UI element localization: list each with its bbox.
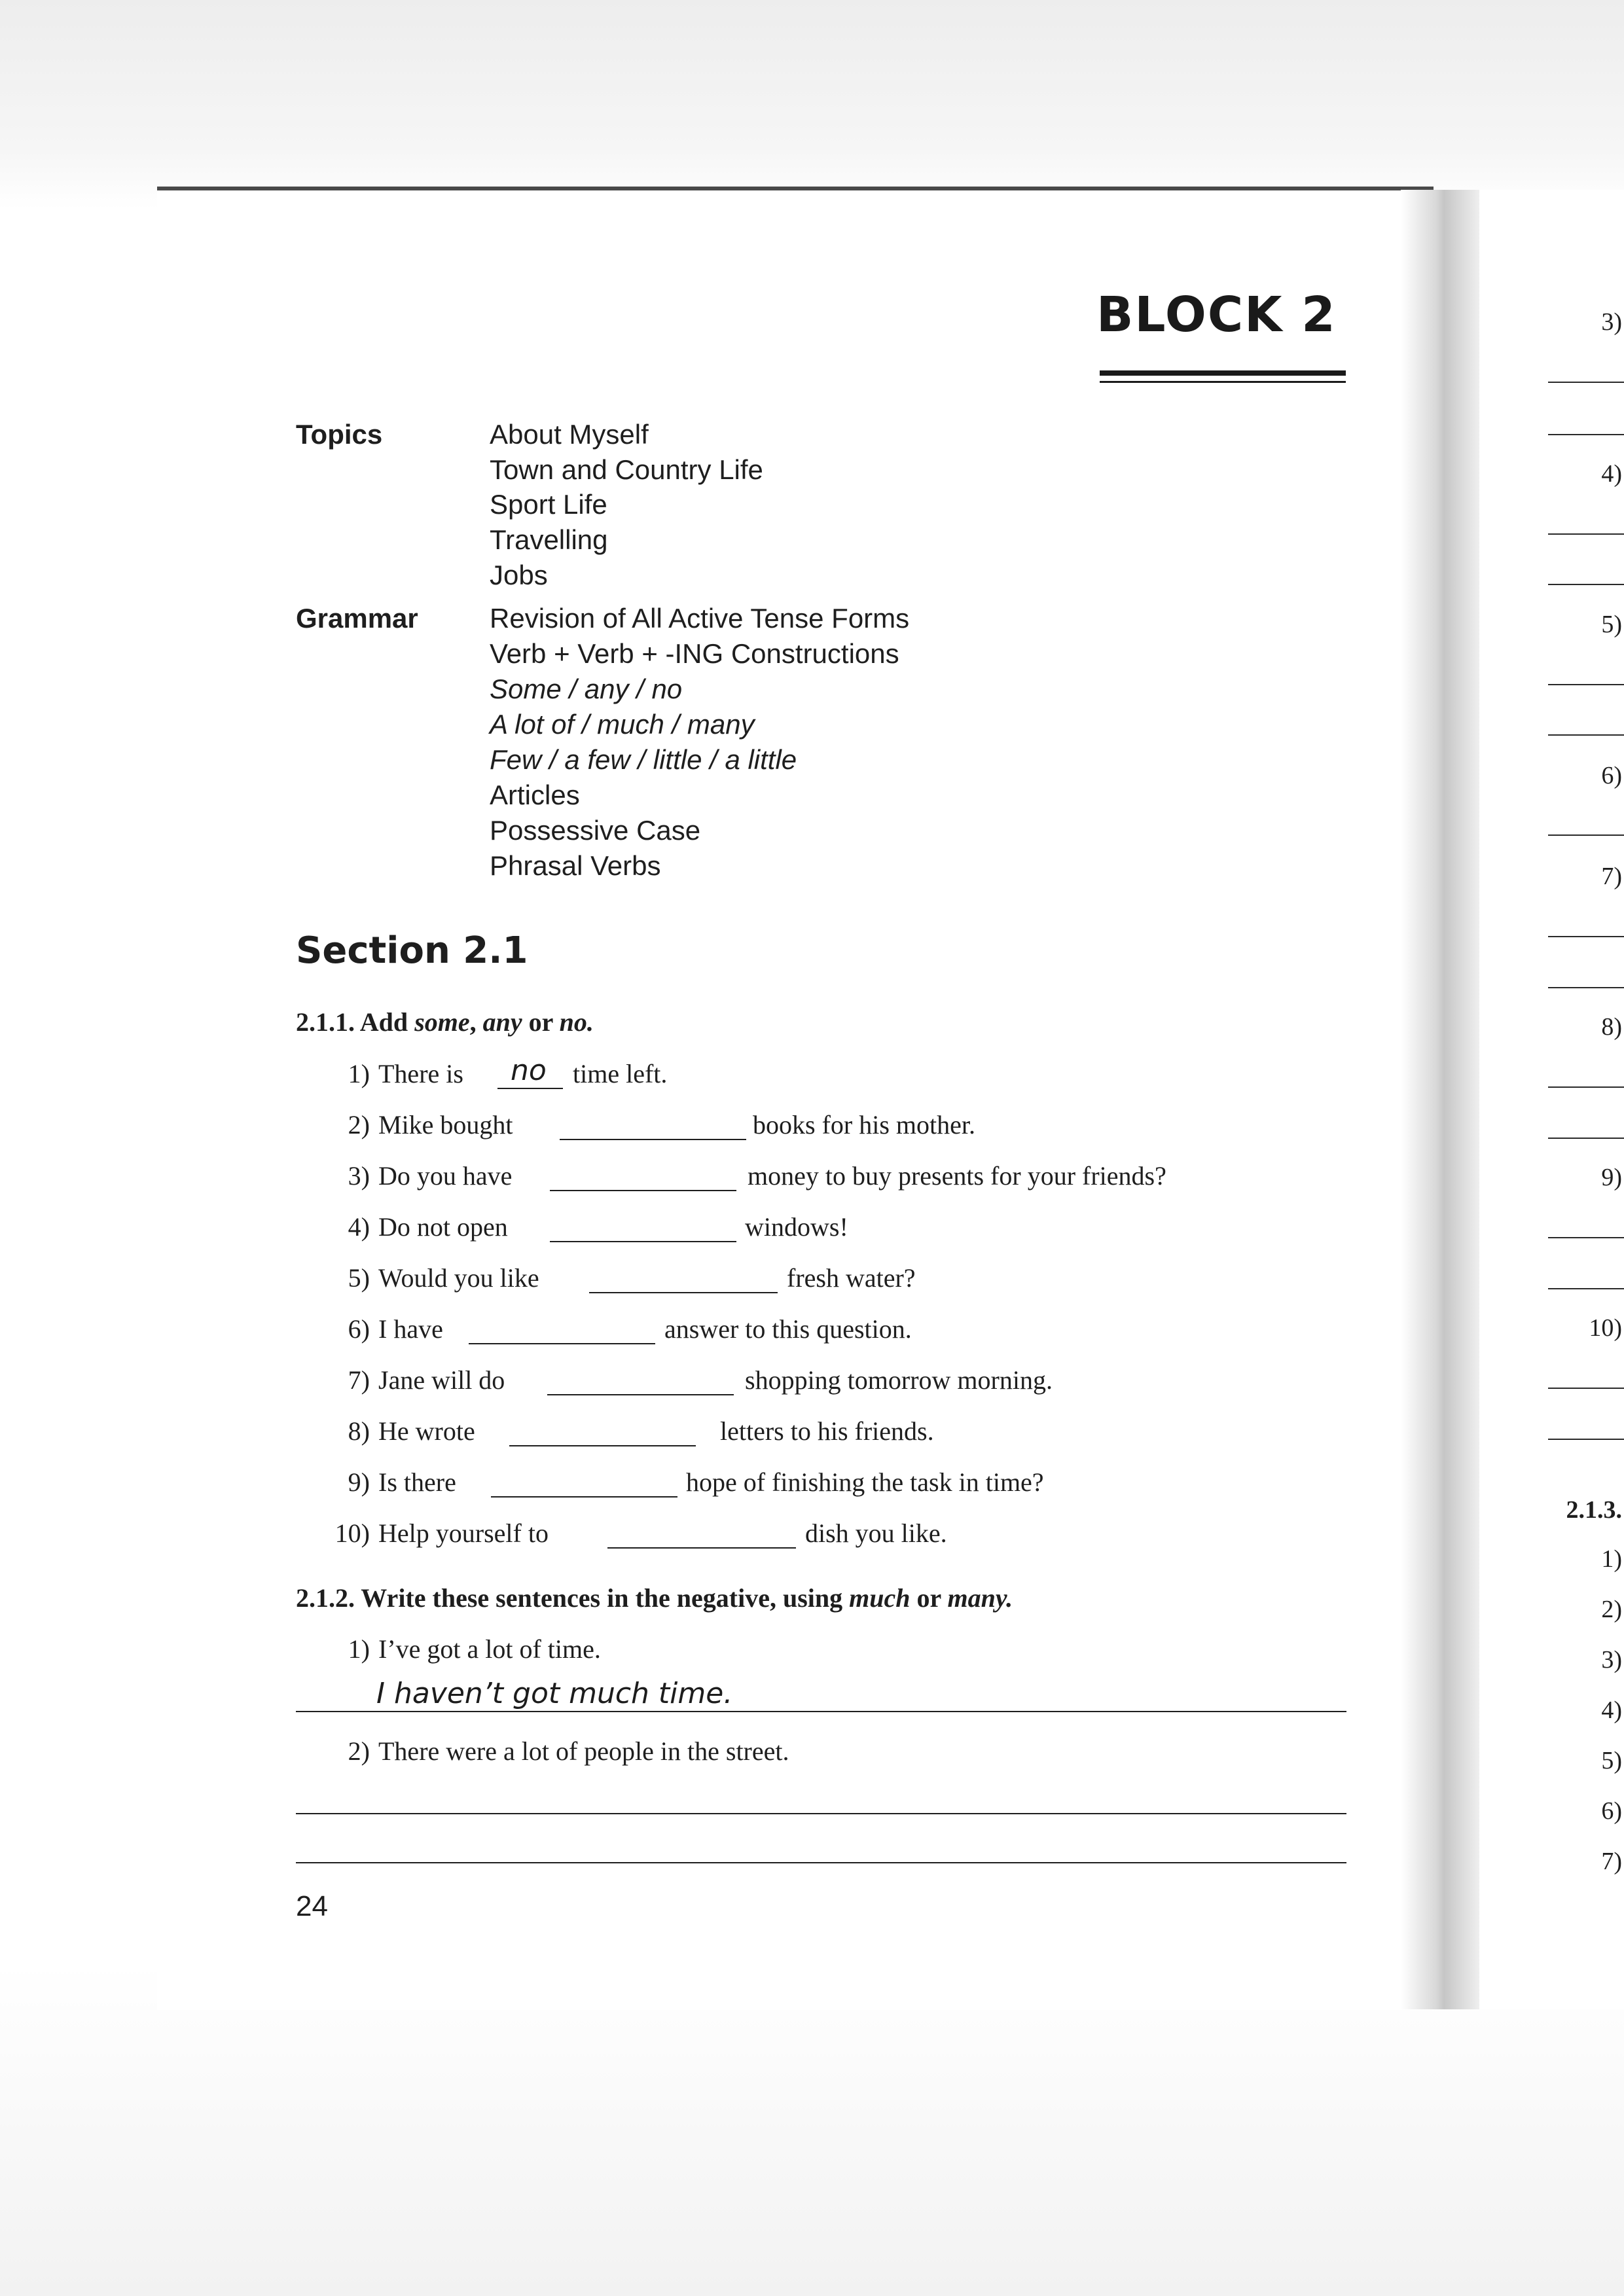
item-after: time left. (573, 1059, 668, 1088)
topic-item: Travelling (490, 524, 608, 555)
exercise-heading-2-1-2 (296, 1583, 1013, 1613)
answer-blank[interactable] (550, 1190, 736, 1191)
exercise-number: 2.1.2. (296, 1583, 355, 1613)
right-page-item-number: 5) (1601, 611, 1622, 638)
answer-blank[interactable] (469, 1343, 655, 1344)
item-after: fresh water? (787, 1263, 916, 1293)
block-title: BLOCK 2 (1096, 287, 1337, 343)
grammar-item: Phrasal Verbs (490, 850, 661, 881)
right-page-sub-number: 6) (1601, 1797, 1622, 1825)
block-title-rule-thin (1100, 381, 1346, 383)
right-page-sub-number: 1) (1601, 1545, 1622, 1573)
answer-blank[interactable] (509, 1445, 696, 1446)
section-title: Section 2.1 (296, 929, 528, 972)
item-number: 4) (348, 1212, 370, 1242)
item-number: 2) (348, 1110, 370, 1139)
answer-blank[interactable] (607, 1547, 796, 1549)
item-after: shopping tomorrow morning. (745, 1365, 1053, 1395)
item-number: 10) (334, 1518, 370, 1548)
answer-blank[interactable] (550, 1241, 736, 1242)
item-before: Is there (378, 1467, 456, 1497)
topic-item: Jobs (490, 560, 548, 590)
right-page-line (1548, 382, 1624, 383)
item-number: 6) (348, 1314, 370, 1344)
answer-blank[interactable] (491, 1496, 677, 1498)
right-page-line (1548, 1138, 1624, 1139)
right-page-line (1548, 533, 1624, 535)
right-page-line (1548, 1439, 1624, 1440)
grammar-label: Grammar (296, 603, 418, 634)
item-before: Jane will do (378, 1365, 505, 1395)
item-number: 2) (348, 1736, 370, 1766)
right-page-item-number: 6) (1601, 762, 1622, 789)
item-before: Would you like (378, 1263, 539, 1293)
right-page-sub-number: 5) (1601, 1747, 1622, 1774)
right-page-item-number: 4) (1601, 460, 1622, 488)
answer-blank[interactable] (547, 1394, 734, 1395)
topic-item: Sport Life (490, 489, 607, 520)
exercise-keyword: much (849, 1583, 911, 1613)
item-sentence: There were a lot of people in the street. (378, 1736, 789, 1766)
item-after: dish you like. (805, 1518, 947, 1548)
grammar-item: Articles (490, 780, 580, 810)
item-before: Mike bought (378, 1110, 513, 1139)
answer-line[interactable] (296, 1711, 1346, 1712)
right-page-item-number: 8) (1601, 1013, 1622, 1041)
item-before: Do not open (378, 1212, 508, 1242)
exercise-or: or (916, 1583, 941, 1613)
exercise-or: or (528, 1007, 553, 1037)
right-page-item-number: 9) (1601, 1164, 1622, 1191)
exercise-keyword: many. (947, 1583, 1013, 1613)
topics-label: Topics (296, 419, 383, 450)
right-page-line (1548, 434, 1624, 435)
item-number: 5) (348, 1263, 370, 1293)
right-page-exercise-number: 2.1.3. (1566, 1496, 1622, 1524)
block-title-rule-thick (1100, 370, 1346, 376)
item-before: There is (378, 1059, 463, 1088)
answer-blank[interactable] (589, 1292, 778, 1293)
answer-line[interactable] (296, 1813, 1346, 1814)
answer-blank[interactable] (497, 1088, 563, 1089)
item-number: 8) (348, 1416, 370, 1446)
right-page-line (1548, 1388, 1624, 1389)
right-page-line (1548, 584, 1624, 585)
right-page-item-number: 7) (1601, 863, 1622, 890)
item-number: 1) (348, 1059, 370, 1088)
exercise-number: 2.1.1. (296, 1007, 355, 1037)
item-after: money to buy presents for your friends? (748, 1161, 1166, 1191)
right-page-sub-number: 2) (1601, 1596, 1622, 1623)
topic-item: Town and Country Life (490, 454, 763, 485)
right-page-sub-number: 7) (1601, 1848, 1622, 1875)
item-after: hope of finishing the task in time? (686, 1467, 1044, 1497)
grammar-item: Possessive Case (490, 815, 701, 846)
item-number: 9) (348, 1467, 370, 1497)
book-gutter (1401, 190, 1479, 2009)
right-page-line (1548, 1288, 1624, 1289)
grammar-item: Revision of All Active Tense Forms (490, 603, 910, 634)
answer-blank[interactable] (560, 1139, 746, 1140)
right-page-line (1548, 1237, 1624, 1238)
item-number: 3) (348, 1161, 370, 1191)
grammar-item: Some / any / no (490, 673, 683, 704)
right-page-sub-number: 3) (1601, 1646, 1622, 1674)
exercise-keyword: any (482, 1007, 522, 1037)
right-page-line (1548, 987, 1624, 988)
item-after: books for his mother. (753, 1110, 975, 1139)
right-page-line (1548, 834, 1624, 836)
grammar-item: Few / a few / little / a little (490, 744, 797, 775)
handwritten-answer: I haven’t got much time. (376, 1677, 733, 1710)
exercise-comma: , (469, 1007, 477, 1037)
grammar-item: A lot of / much / many (490, 709, 755, 740)
item-number: 7) (348, 1365, 370, 1395)
right-page-line (1548, 684, 1624, 685)
item-number: 1) (348, 1634, 370, 1664)
answer-line[interactable] (296, 1862, 1346, 1863)
right-page-line (1548, 1086, 1624, 1088)
page-number: 24 (296, 1890, 328, 1922)
exercise-instruction: Add (359, 1007, 408, 1037)
item-after: letters to his friends. (720, 1416, 934, 1446)
exercise-keyword: some (414, 1007, 470, 1037)
item-after: answer to this question. (664, 1314, 912, 1344)
item-before: Help yourself to (378, 1518, 549, 1548)
right-page-line (1548, 734, 1624, 736)
item-sentence: I’ve got a lot of time. (378, 1634, 601, 1664)
right-page-item-number: 3) (1601, 308, 1622, 336)
item-before: He wrote (378, 1416, 475, 1446)
grammar-item: Verb + Verb + -ING Constructions (490, 638, 899, 669)
item-before: I have (378, 1314, 443, 1344)
right-page-line (1548, 936, 1624, 937)
handwritten-answer: no (511, 1054, 547, 1087)
right-page-sub-number: 4) (1601, 1696, 1622, 1724)
topic-item: About Myself (490, 419, 649, 450)
item-before: Do you have (378, 1161, 513, 1191)
right-page-item-number: 10) (1589, 1314, 1622, 1342)
item-after: windows! (745, 1212, 848, 1242)
exercise-keyword: no. (559, 1007, 594, 1037)
exercise-instruction: Write these sentences in the negative, using (361, 1583, 843, 1613)
exercise-heading-2-1-1 (296, 1007, 594, 1037)
